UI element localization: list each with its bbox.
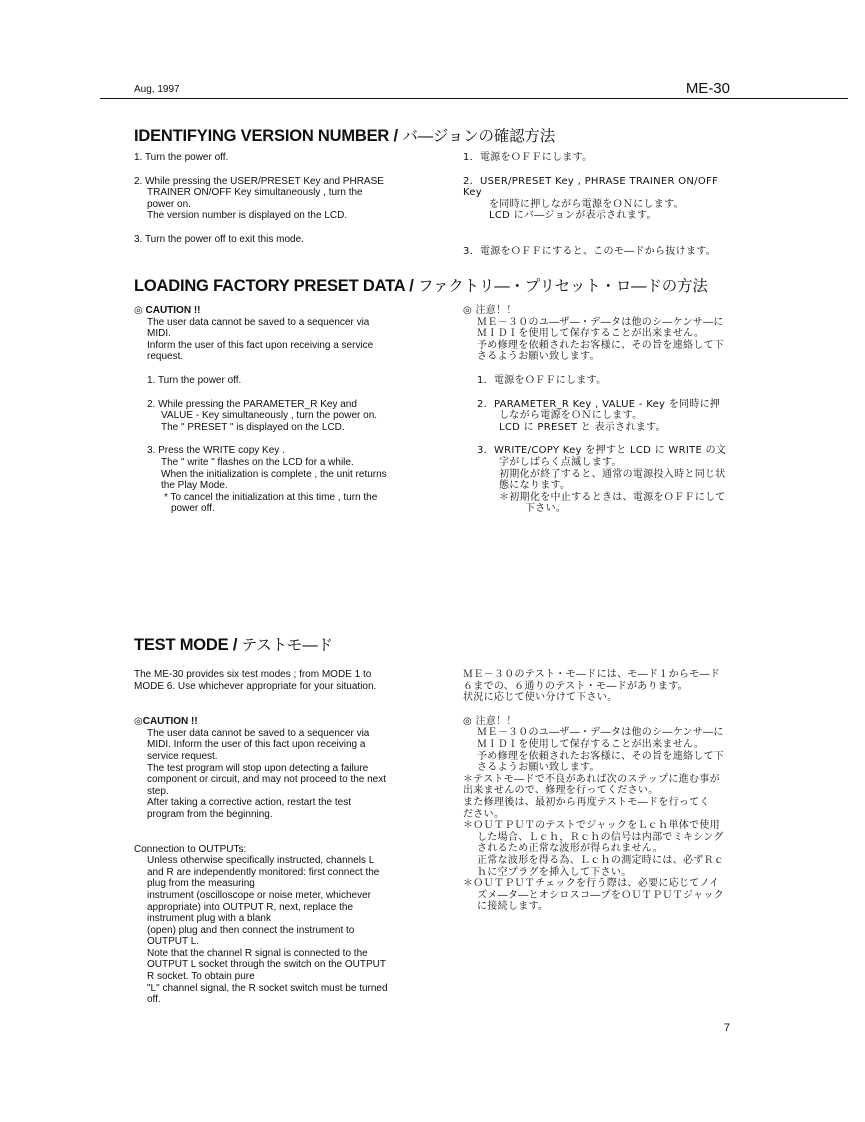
caution-line: The user data cannot be saved to a sequencer via (147, 727, 370, 739)
note-jp-line: 出来ませんので、修理を行ってください。 (463, 785, 659, 797)
note-jp: ＊テストモ―ドで不良があれば次のステップに進む事が (463, 773, 720, 785)
note-jp-line: した場合、Ｌｃｈ，Ｒｃｈの信号は内部でミキシング (477, 831, 724, 843)
caution-line-jp: ＭＥ－３０のユ―ザ―・デ―タは他のシ―ケンサ―に (477, 727, 724, 739)
note-jp: ＊ＯＵＴＰＵＴのテストでジャックをＬｃｈ単体で使用 (463, 820, 720, 832)
title-en: LOADING FACTORY PRESET DATA / (134, 277, 418, 295)
step-3-jp-note: 下さい。 (525, 503, 567, 515)
step-2-line: VALUE - Key simultaneously , turn the power on. (161, 410, 378, 422)
caution-heading: ◎CAUTION !! (134, 716, 198, 728)
step-2: 2. While pressing the USER/PRESET Key and PHRASE (134, 175, 384, 187)
note-jp-line: ださい。 (463, 808, 505, 820)
title-en: IDENTIFYING VERSION NUMBER / (134, 127, 403, 145)
step-3-jp: 3．WRITE/COPY Key を押すと LCD に WRITE の文 (477, 445, 727, 457)
note-jp-line: ズメ―タ―とオシロスコ―プをＯＵＴＰＵＴジャック (477, 889, 724, 901)
caution-line-jp: ＭＩＤＩを使用して保存することが出来ません。 (477, 738, 705, 750)
step-1: 1. Turn the power off. (147, 374, 242, 386)
version-steps-en (134, 152, 402, 246)
connection-line: OUTPUT L socket through the switch on the OUTPUT (147, 959, 386, 971)
step-3-jp-line: 態になります。 (499, 480, 571, 492)
title-jp: バ―ジョンの確認方法 (402, 127, 556, 145)
caution-line: step. (147, 785, 169, 797)
section-title-test-mode (134, 633, 333, 655)
step-2-line: The version number is displayed on the LCD. (147, 210, 348, 222)
step-1: 1. Turn the power off. (134, 152, 229, 163)
intro-line-jp: ６までの、６通りのテスト・モ―ドがあります。 (463, 680, 688, 692)
caution-line: MIDI. (147, 328, 171, 340)
note-jp-line: 正常な波形を得る為、Ｌｃｈの測定時には、必ずＲｃ (477, 854, 725, 866)
note-jp-line: されるため正常な波形が得られません。 (477, 843, 663, 855)
connection-line: and R are independently monitored: first connect the (147, 866, 380, 878)
caution-line-jp: ＭＥ－３０のユ―ザ―・デ―タは他のシ―ケンサ―に (477, 316, 724, 328)
header-date: Aug, 1997 (134, 84, 180, 95)
step-3-jp-line: 初期化が終了すると、通常の電源投入時と同じ状 (499, 468, 726, 480)
step-1-jp: 1．電源をＯＦＦにします。 (477, 374, 607, 386)
caution-line-jp: 予め修理を依頼されたお客様に、その旨を連絡して下 (477, 339, 725, 351)
header-model: ME-30 (685, 80, 730, 97)
caution-heading-jp: ◎ 注意！！ (463, 715, 517, 727)
connection-line: (open) plug and then connect the instrument to (147, 924, 355, 936)
connection-line: plug from the measuring (147, 878, 255, 890)
connection-line: instrument (oscilloscope or noise meter, whichever (147, 889, 371, 901)
step-3-jp-note: ＊初期化を中止するときは、電源をＯＦＦにして (499, 491, 726, 503)
version-steps-jp (463, 152, 735, 258)
step-3-jp: 3．電源をＯＦＦにすると、このモ―ドから抜けます。 (463, 245, 717, 257)
header-rule (100, 98, 848, 99)
connection-line: R socket. To obtain pure (147, 971, 255, 983)
step-3: 3. Press the WRITE copy Key . (147, 445, 285, 457)
caution-line: The user data cannot be saved to a sequencer via (147, 316, 370, 328)
caution-line: component or circuit, and may not proceed to the next (147, 774, 387, 786)
caution-heading-jp: ◎ 注意！！ (463, 305, 517, 316)
step-3-jp-line: 字がしばらく点滅します。 (499, 456, 622, 468)
connection-line: "L" channel signal, the R socket switch must be turned (147, 982, 388, 994)
caution-line: program from the beginning. (147, 808, 273, 820)
connection-heading: Connection to OUTPUTs: (134, 843, 247, 855)
caution-line-jp: ＭＩＤＩを使用して保存することが出来ません。 (477, 328, 705, 340)
preset-jp (463, 305, 735, 515)
intro-line: The ME-30 provides six test modes ; from MODE 1 to (134, 669, 372, 680)
step-3-note: * To cancel the initialization at this time , turn the (164, 491, 378, 503)
step-3: 3. Turn the power off to exit this mode. (134, 233, 304, 245)
step-2-line: The " PRESET " is displayed on the LCD. (161, 421, 345, 433)
note-jp-line: に接続します。 (477, 901, 549, 913)
caution-line: request. (147, 351, 184, 363)
step-3-note: power off. (171, 503, 215, 515)
intro-line-jp: ＭＥ－３０のテスト・モ―ドには、モ―ド１からモ―ド (463, 669, 721, 680)
title-en: TEST MODE / (134, 636, 242, 654)
intro-line-jp: 状況に応じて使い分けて下さい。 (463, 692, 618, 704)
preset-en (134, 305, 402, 515)
caution-line: service request. (147, 750, 218, 762)
connection-line: appropriate) into OUTPUT R, next, replace the (147, 901, 354, 913)
connection-line: Note that the channel R signal is connected to the (147, 947, 368, 959)
section-title-preset (134, 274, 708, 296)
test-mode-jp (463, 669, 735, 913)
step-2-jp-line: LCD に PRESET と 表示されます。 (499, 421, 666, 433)
step-2-jp-line: LCD にバ―ジョンが表示されます。 (489, 210, 657, 222)
note-jp: ＊ＯＵＴＰＵＴチェックを行う際は、必要に応じてノイ (463, 878, 720, 890)
caution-line-jp: さるようお願い致します。 (477, 351, 600, 363)
caution-line: After taking a corrective action, restart the test (147, 797, 351, 809)
step-2-jp: 2．USER/PRESET Key , PHRASE TRAINER ON/OFF Key (463, 175, 719, 199)
step-3-line: the Play Mode. (161, 480, 228, 492)
step-3-line: The " write " flashes on the LCD for a while. (161, 456, 354, 468)
title-jp: テストモ―ド (241, 636, 333, 654)
connection-line: Unless otherwise specifically instructed, channels L (147, 855, 375, 867)
step-2-jp-line: を同時に押しながら電源をＯＮにします。 (489, 198, 684, 210)
intro-line: MODE 6. Use whichever appropriate for your situation. (134, 680, 377, 692)
step-2-jp-line: しながら電源をＯＮにします。 (499, 410, 643, 422)
note-jp-line: ｈに空プラグを挿入して下さい。 (477, 866, 632, 878)
step-2-jp: 2．PARAMETER_R Key , VALUE - Key を同時に押 (477, 398, 721, 410)
connection-line: OUTPUT L. (147, 936, 200, 948)
caution-line-jp: 予め修理を依頼されたお客様に、その旨を連絡して下 (477, 750, 725, 762)
title-jp: ファクトリ―・プリセット・ロ―ドの方法 (418, 277, 708, 295)
step-2-line: power on. (147, 198, 191, 210)
note-jp-line: また修理後は、最初から再度テストモ―ドを行ってく (463, 796, 710, 808)
connection-line: off. (147, 994, 161, 1006)
connection-line: instrument plug with a blank (147, 913, 271, 925)
page-number: 7 (723, 1022, 730, 1034)
step-1-jp: 1．電源をＯＦＦにします。 (463, 152, 593, 163)
caution-line: Inform the user of this fact upon receiving a service (147, 339, 374, 351)
test-mode-en (134, 669, 402, 1006)
caution-heading: ◎ CAUTION !! (134, 305, 201, 316)
caution-line: The test program will stop upon detecting a failure (147, 762, 369, 774)
step-2-line: TRAINER ON/OFF Key simultaneously , turn the (147, 187, 363, 199)
step-3-line: When the initialization is complete , the unit returns (161, 468, 387, 480)
section-title-version (134, 124, 555, 146)
caution-line-jp: さるようお願い致します。 (477, 762, 600, 774)
caution-line: MIDI. Inform the user of this fact upon receiving a (147, 739, 366, 751)
step-2: 2. While pressing the PARAMETER_R Key and (147, 398, 357, 410)
